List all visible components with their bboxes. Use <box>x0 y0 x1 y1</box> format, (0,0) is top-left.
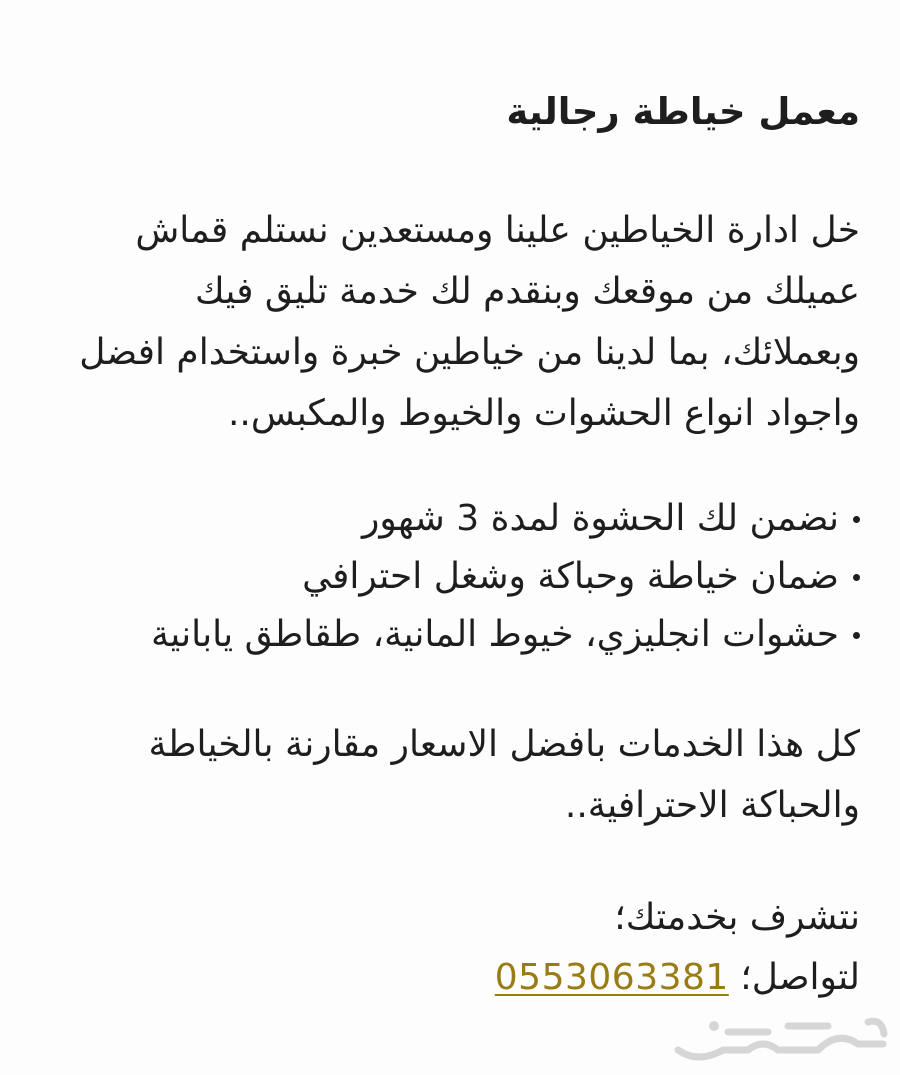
intro-line: واجواد انواع الحشوات والخيوط والمكبس.. <box>227 393 860 434</box>
haraj-logo-watermark-icon <box>668 1000 896 1070</box>
summary-line: والحباكة الاحترافية.. <box>564 785 860 826</box>
intro-line: عميلك من موقعك وبنقدم لك خدمة تليق فيك <box>195 271 860 312</box>
intro-line: وبعملائك، بما لدينا من خياطين خبرة واستخدام افضل <box>79 332 860 373</box>
post-title: معمل خياطة رجالية <box>506 90 860 133</box>
phone-link[interactable]: 0553063381 <box>494 957 729 998</box>
bullet-icon <box>853 516 860 523</box>
closing-text: نتشرف بخدمتك؛ <box>614 897 860 938</box>
summary-line: كل هذا الخدمات بافضل الاسعار مقارنة بالخياطة <box>148 724 860 765</box>
features-list <box>40 490 860 664</box>
contact-row <box>40 948 860 1008</box>
contact-section <box>40 888 860 1008</box>
list-item-text: نضمن لك الحشوة لمدة 3 شهور <box>362 498 839 539</box>
list-item-text: ضمان خياطة وحباكة وشغل احترافي <box>302 556 839 597</box>
list-item <box>40 606 860 664</box>
list-item <box>40 490 860 548</box>
summary-paragraph <box>40 714 860 836</box>
contact-label: لتواصل؛ <box>740 957 860 998</box>
intro-paragraph <box>40 200 860 444</box>
list-item-text: حشوات انجليزي، خيوط المانية، طقاطق يابانية <box>150 614 839 655</box>
list-item <box>40 548 860 606</box>
bullet-icon <box>853 574 860 581</box>
bullet-icon <box>853 632 860 639</box>
intro-line: خل ادارة الخياطين علينا ومستعدين نستلم قماش <box>135 210 860 251</box>
